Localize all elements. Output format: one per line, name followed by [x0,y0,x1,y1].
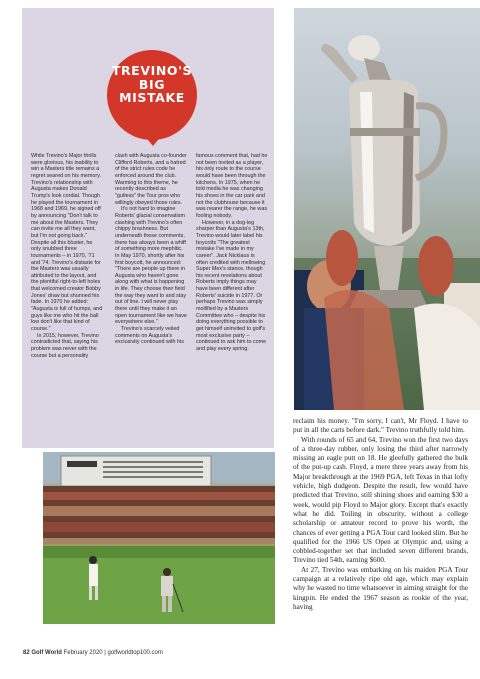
sidebar-paragraph: Trevino's scarcely veiled comments on Augusta's exclusivity continued with his [115,326,184,346]
page-folio [23,650,163,656]
folio-separator: | [104,650,106,656]
trophy-photo [294,8,480,410]
article-paragraph: At 27, Trevino was embarking on his maiden PGA Tour campaign at a relatively ripe old age, which may explain why he wasted no time whatsoever in aiming straight for the kingpin. He ended the 1967 season as rookie of the year, having [293,565,468,611]
sidebar-column-2 [115,153,187,346]
sidebar-paragraph: While Trevino's Major thrills were glorious, his inability to win a Masters title remains a regret seared on his memory. Trevino's relationship with Augusta makes Donald Trump's look cordial. Though he played the tournament in 1968 and 1969, he signed off by announcing "Don't talk to me about the Masters. They can invite me all they want, but I'm not going back." Despite all this bluster, he only snubbed three tournaments – in 1970, '71 and '74. Trevino's distaste for the Masters was usually attributed to the layout, and the plentiful right-to-left holes that welcomed creator Bobby Jones' draw but shunned his fade. In 1970 he added: "Augusta is full of humps, and guys like me who hit the ball low don't like that kind of course." [31,153,103,333]
article-paragraph: reclaim his money. "I'm sorry, I can't, Mr Floyd. I have to put in all the carts before dark." Trevino truthfully told him. [293,417,468,435]
sidebar-column-1 [31,153,103,359]
sidebar-column-3 [196,153,268,353]
sidebar-paragraph: clash with Augusta co-founder Clifford Roberts, and a hatred of the strict rules code he enforced around the club. Warming to this theme, he recently described as "gutless" the Tour pros who willingly obeyed those rules. [115,153,187,206]
sidebar-paragraph: It's not hard to imagine Roberts' glacial conservatism clashing with Trevino's often chippy brashness. But underneath these comments, there has always been a whiff of something more mephitic. In May 1970, shortly after his first boycott, he announced: "There are people up there in Augusta who haven't gone along with what is happening in life. They choose their field the way they want to and stay out of line. I will never play there until they make it an open tournament like we have everywhere else." [115,206,187,326]
golf-green-illustration [43,452,275,624]
sidebar-paragraph: However, in a dog-leg sharper than Augusta's 13th, Trevino would later label his boycotts "The greatest mistake I've made in my career". Jack Nicklaus is often credited with mellowing Super Mex's stance, though his recent revelations about Roberts imply things may have been different after Roberts' suicide in 1977. Or perhaps Trevino was simply mollified by a Masters Committee who – despite his doing everything possible to get himself uninvited to golf's most exclusive party – continued to ask him to come and play every spring. [196,219,267,353]
sidebar-paragraph: famous comment that, had he not been invited as a player, his only route to the course would have been through the kitchens. In 1975, when he told media he was changing his shoes in the car park and not the clubhouse because it was nearer the range, he was fooling nobody. [196,153,268,219]
speech-bubble-tail [143,134,163,146]
magazine-brand: Golf World [31,650,62,656]
sidebar-title [107,64,197,105]
article-paragraph: With rounds of 65 and 64, Trevino won the first two days of a three-day rubber, only losing the third after narrowly missing an eagle putt on 18. He gleefully gathered the bulk of the put-up cash. Floyd, a mere three years away from his Major breakthrough at the 1969 PGA, left Texas in that lofty vehicle, high dudgeon. Despite the result, few would have predicted that Trevino, still shining shoes and earning $30 a week, would pip Floyd to Major glory. Except that's exactly what he did. Toiling in obscurity, without a college scholarship or amateur record to prove his worth, the chances of ever getting a PGA Tour card looked slim. But he qualified for the 1966 US Open at Olympic and, using a cobbled-together set that included seven different brands, Trevino tied 54th, earning $600. [293,435,468,565]
sidebar-title-line: BIG [138,76,166,92]
page-number: 82 [23,650,30,656]
magazine-url: golfworldtop100.com [107,650,163,656]
sidebar-title-line: TREVINO'S [111,63,193,78]
sidebar-paragraph: In 2015, however, Trevino contradicted that, saying his problem was never with the course but a personality [31,332,99,359]
issue-date: February 2020 [63,650,103,656]
masters-crowd-photo [43,452,275,624]
article-text [293,417,468,612]
trophy-illustration [294,8,480,410]
sidebar-title-line: MISTAKE [119,90,185,105]
